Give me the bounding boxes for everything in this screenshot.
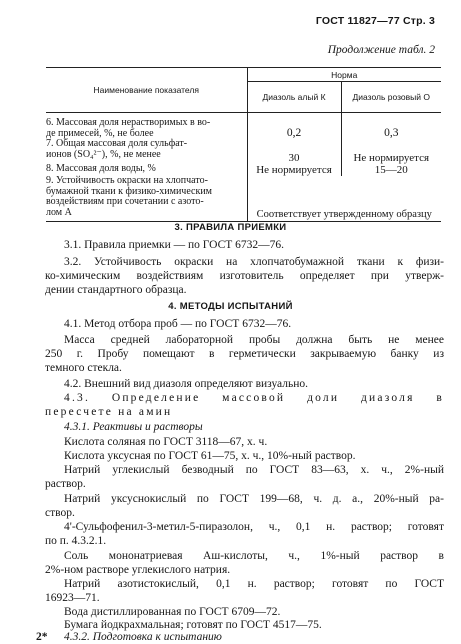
para-3-2-line2: ко-химическим воздействиям изготовитель определяет при утверж- (45, 270, 444, 282)
para-3-2-line1: 3.2. Устойчивость окраски на хлопчатобумажной ткани к физи- (64, 256, 444, 268)
cell-value: 30 (247, 139, 341, 164)
reagent-5-line2: по п. 4.3.2.1. (45, 535, 107, 547)
reagent-7-line1: Натрий азотистокислый, 0,1 н. раствор; готовят по ГОСТ (64, 578, 444, 590)
col-header-alyi: Диазоль алый К (247, 82, 341, 113)
para-4-3-line2: пересчете на амин (45, 406, 173, 418)
para-4-3-2: 4.3.2. Подготовка к испытанию (64, 631, 222, 643)
para-4-3-line1: 4.3. Определение массовой доли диазоля в (64, 392, 444, 404)
para-4-2: 4.2. Внешний вид диазоля определяют визуально. (64, 378, 309, 390)
cell-value: Не нормируется (247, 164, 341, 176)
page-header: ГОСТ 11827—77 Стр. 3 (315, 15, 435, 27)
reagent-9: Бумага йодкрахмальная; готовят по ГОСТ 4517—75. (64, 619, 322, 631)
row-label-cont: бумажной ткани к физико-химическим (46, 185, 213, 197)
para-3-1: 3.1. Правила приемки — по ГОСТ 6732—76. (64, 239, 285, 251)
reagent-1: Кислота соляная по ГОСТ 3118—67, х. ч. (64, 436, 268, 448)
cell-value: Не нормируется (341, 139, 441, 164)
reagent-7-line2: 16923—71. (45, 592, 100, 604)
reagent-2: Кислота уксусная по ГОСТ 61—75, х. ч., 10%-ный раствор. (64, 450, 356, 462)
cell-value: 0,2 (247, 113, 341, 140)
row-label-cont: лом А (46, 206, 72, 218)
para-4-1-mass-line3: темного стекла. (45, 362, 122, 374)
row-label: 9. Устойчивость окраски на хлопчато- (46, 175, 208, 186)
col-header-name: Наименование показателя (46, 68, 247, 113)
col-header-rozovyi: Диазоль розовый О (341, 82, 441, 113)
cell-value-merged: Соответствует утвержденному образцу (247, 176, 441, 222)
row-label-cont: ионов (SO₄²⁻), %, не менее (46, 148, 161, 160)
reagent-4-line1: Натрий уксуснокислый по ГОСТ 199—68, ч. д. а., 20%-ный ра- (64, 493, 444, 505)
col-header-norm: Норма (247, 68, 441, 82)
reagent-6-line2: 2%-ном растворе углекислого натрия. (45, 564, 231, 576)
row-label: 7. Общая массовая доля сульфат- (46, 138, 188, 149)
table-row (46, 113, 441, 140)
para-4-1-mass-line2: 250 г. Пробу помещают в герметически закрываемую банку из (45, 348, 444, 360)
table-row (46, 176, 441, 222)
row-label: 8. Массовая доля воды, % (46, 163, 156, 174)
cell-value: 15—20 (341, 164, 441, 176)
reagent-6-line1: Соль мононатриевая Аш-кислоты, ч., 1%-ный раствор в (64, 550, 444, 562)
reagent-5-line1: 4'-Сульфофенил-3-метил-5-пиразолон, ч., 0,1 н. раствор; готовят (64, 521, 444, 533)
table-continuation-label: Продолжение табл. 2 (327, 44, 435, 56)
section-4-title: 4. МЕТОДЫ ИСПЫТАНИЙ (168, 301, 293, 312)
para-4-1: 4.1. Метод отбора проб — по ГОСТ 6732—76. (64, 318, 292, 330)
row-label-cont: воздействиям при сочетании с азото- (46, 196, 204, 207)
reagent-8: Вода дистиллированная по ГОСТ 6709—72. (64, 606, 281, 618)
row-label-cont: де примесей, %, не более (46, 127, 154, 139)
table-row (46, 139, 441, 164)
norms-table (46, 67, 441, 222)
row-label: 6. Массовая доля нерастворимых в во- (46, 117, 211, 128)
cell-value: 0,3 (341, 113, 441, 140)
page-signature-mark: 2* (36, 631, 48, 643)
section-3-title: 3. ПРАВИЛА ПРИЕМКИ (174, 222, 287, 233)
para-4-3-1: 4.3.1. Реактивы и растворы (64, 421, 203, 433)
reagent-4-line2: створ. (45, 507, 75, 519)
para-3-2-line3: дении стандартного образца. (45, 284, 187, 296)
para-4-1-mass-line1: Масса средней лабораторной пробы должна быть не менее (64, 334, 444, 346)
reagent-3-line1: Натрий углекислый безводный по ГОСТ 83—63, х. ч., 2%-ный (64, 464, 444, 476)
reagent-3-line2: раствор. (45, 478, 86, 490)
